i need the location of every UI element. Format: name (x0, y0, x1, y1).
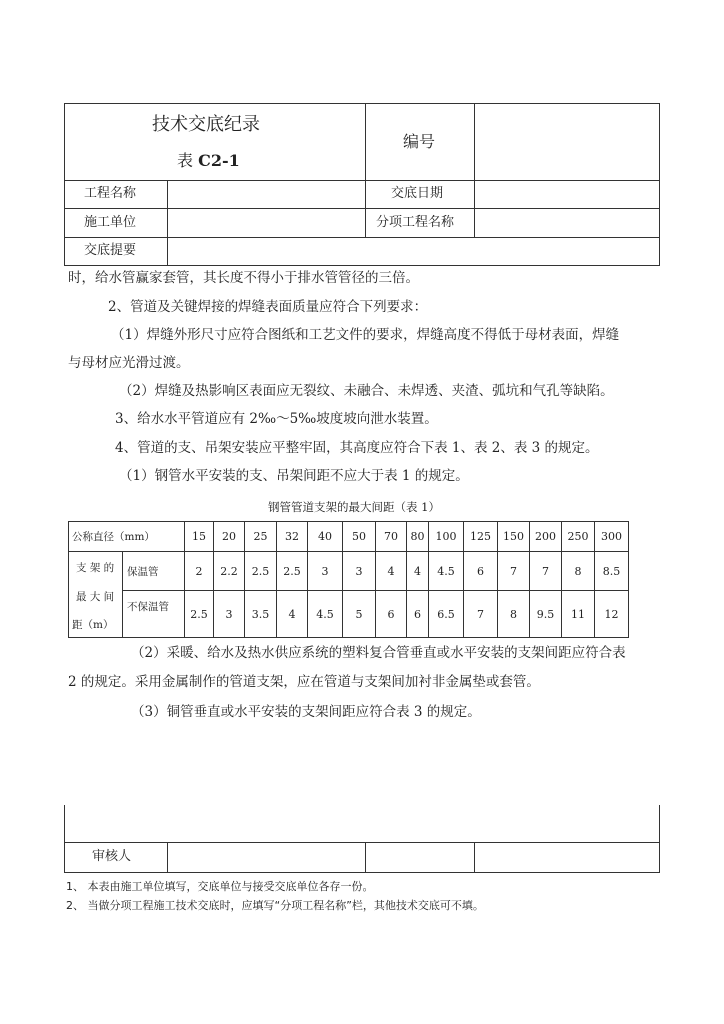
project-name-label: 工程名称 (84, 186, 137, 201)
non-insulated-cell: 6 (387, 607, 395, 621)
summary-label: 交底提要 (84, 243, 137, 258)
diameter-cell: 100 (435, 530, 457, 543)
insulated-cell: 8 (574, 564, 582, 578)
non-insulated-cell: 7 (477, 607, 484, 621)
diameter-cell: 300 (601, 530, 622, 543)
non-insulated-cell: 5 (355, 607, 363, 621)
non-insulated-cell: 6.5 (437, 607, 455, 621)
non-insulated-cell: 2.5 (190, 607, 208, 621)
table-caption: 钢管管道支架的最大间距（表 1） (268, 500, 440, 514)
body-paragraph: 时，给水管赢家套管，其长度不得小于排水管管径的三倍。 (68, 270, 419, 286)
reviewer-field[interactable] (169, 844, 363, 871)
diameter-cell: 32 (285, 530, 299, 543)
diameter-cell: 250 (567, 530, 589, 543)
non-insulated-cell: 3.5 (251, 607, 270, 621)
body-paragraph: 4、管道的支、吊架安装应平整牢固，其高度应符合下表 1、表 2、表 3 的规定。 (115, 440, 599, 456)
table-header-label: 公称直径（mm） (72, 531, 155, 543)
insulated-cell: 2.5 (283, 564, 301, 578)
unit-field[interactable] (169, 210, 363, 235)
insulated-row-label: 保温管 (127, 565, 159, 578)
form-number (177, 151, 240, 171)
diameter-cell: 50 (352, 530, 366, 543)
table-row-group-label: 支 架 的 (76, 562, 115, 574)
non-insulated-row-label: 不保温管 (127, 600, 169, 613)
insulated-cell: 2.2 (220, 564, 238, 578)
body-paragraph: 2、管道及关键焊接的焊缝表面质量应符合下列要求： (108, 299, 428, 315)
non-insulated-cell: 9.5 (536, 607, 555, 621)
body-paragraph: （3）铜管垂直或水平安装的支架间距应符合表 3 的规定。 (131, 704, 481, 720)
insulated-cell: 4 (387, 564, 395, 578)
non-insulated-cell: 3 (225, 607, 233, 621)
diameter-cell: 15 (192, 530, 206, 543)
diameter-cell: 80 (410, 530, 425, 543)
body-paragraph: 2 的规定。采用金属制作的管道支架，应在管道与支架间加衬非金属垫或套管。 (68, 674, 540, 690)
table-row-group-label: 距（m） (72, 619, 114, 631)
subproject-label: 分项工程名称 (376, 215, 455, 230)
number-value-field[interactable] (476, 105, 658, 179)
diameter-cell: 125 (470, 530, 491, 543)
number-label: 编号 (403, 132, 436, 151)
body-paragraph: （1）钢管水平安装的支、吊架间距不应大于表 1 的规定。 (119, 468, 469, 484)
unit-label: 施工单位 (84, 215, 137, 230)
non-insulated-cell: 11 (571, 607, 585, 621)
date-label: 交底日期 (391, 186, 444, 201)
non-insulated-cell: 6 (414, 607, 421, 621)
form-number-code: C2-1 (198, 151, 240, 170)
diameter-cell: 150 (503, 530, 524, 543)
date-field[interactable] (476, 182, 658, 207)
diameter-cell: 70 (384, 530, 398, 543)
diameter-cell: 200 (535, 530, 556, 543)
form-title: 技术交底纪录 (152, 114, 260, 135)
non-insulated-cell: 12 (604, 607, 619, 621)
non-insulated-cell: 4.5 (316, 607, 334, 621)
insulated-cell: 6 (477, 564, 484, 578)
summary-field[interactable] (169, 239, 658, 264)
insulated-cell: 8.5 (602, 564, 621, 578)
insulated-cell: 7 (510, 564, 517, 578)
table-row-group-label: 最 大 间 (76, 591, 115, 603)
project-name-field[interactable] (169, 182, 363, 207)
non-insulated-cell: 4 (288, 607, 296, 621)
body-paragraph: 3、给水水平管道应有 2‰～5‰坡度坡向泄水装置。 (115, 411, 438, 427)
body-paragraph: （1）焊缝外形尺寸应符合图纸和工艺文件的要求，焊缝高度不得低于母材表面，焊缝 (111, 327, 620, 343)
diameter-cell: 25 (253, 530, 268, 543)
body-paragraph: 与母材应光滑过渡。 (68, 355, 190, 371)
form-number-prefix: 表 (177, 151, 194, 170)
insulated-cell: 7 (542, 564, 549, 578)
body-paragraph: （2）焊缝及热影响区表面应无裂纹、未融合、未焊透、夹渣、弧坑和气孔等缺陷。 (119, 383, 614, 399)
insulated-cell: 4.5 (437, 564, 455, 578)
diameter-cell: 40 (318, 530, 332, 543)
diameter-cell: 20 (222, 530, 236, 543)
insulated-cell: 4 (414, 564, 421, 578)
insulated-cell: 2 (195, 564, 203, 578)
subproject-field[interactable] (476, 210, 658, 235)
non-insulated-cell: 8 (510, 607, 517, 621)
footnote: 1、 本表由施工单位填写，交底单位与接受交底单位各存一份。 (66, 880, 374, 893)
reviewer-label: 审核人 (92, 849, 132, 864)
insulated-cell: 3 (321, 564, 329, 578)
insulated-cell: 2.5 (251, 564, 270, 578)
body-paragraph: （2）采暖、给水及热水供应系统的塑料复合管垂直或水平安装的支架间距应符合表 (131, 645, 626, 661)
footnote: 2、 当做分项工程施工技术交底时，应填写“分项工程名称”栏，其他技术交底可不填。 (66, 899, 484, 912)
insulated-cell: 3 (355, 564, 363, 578)
